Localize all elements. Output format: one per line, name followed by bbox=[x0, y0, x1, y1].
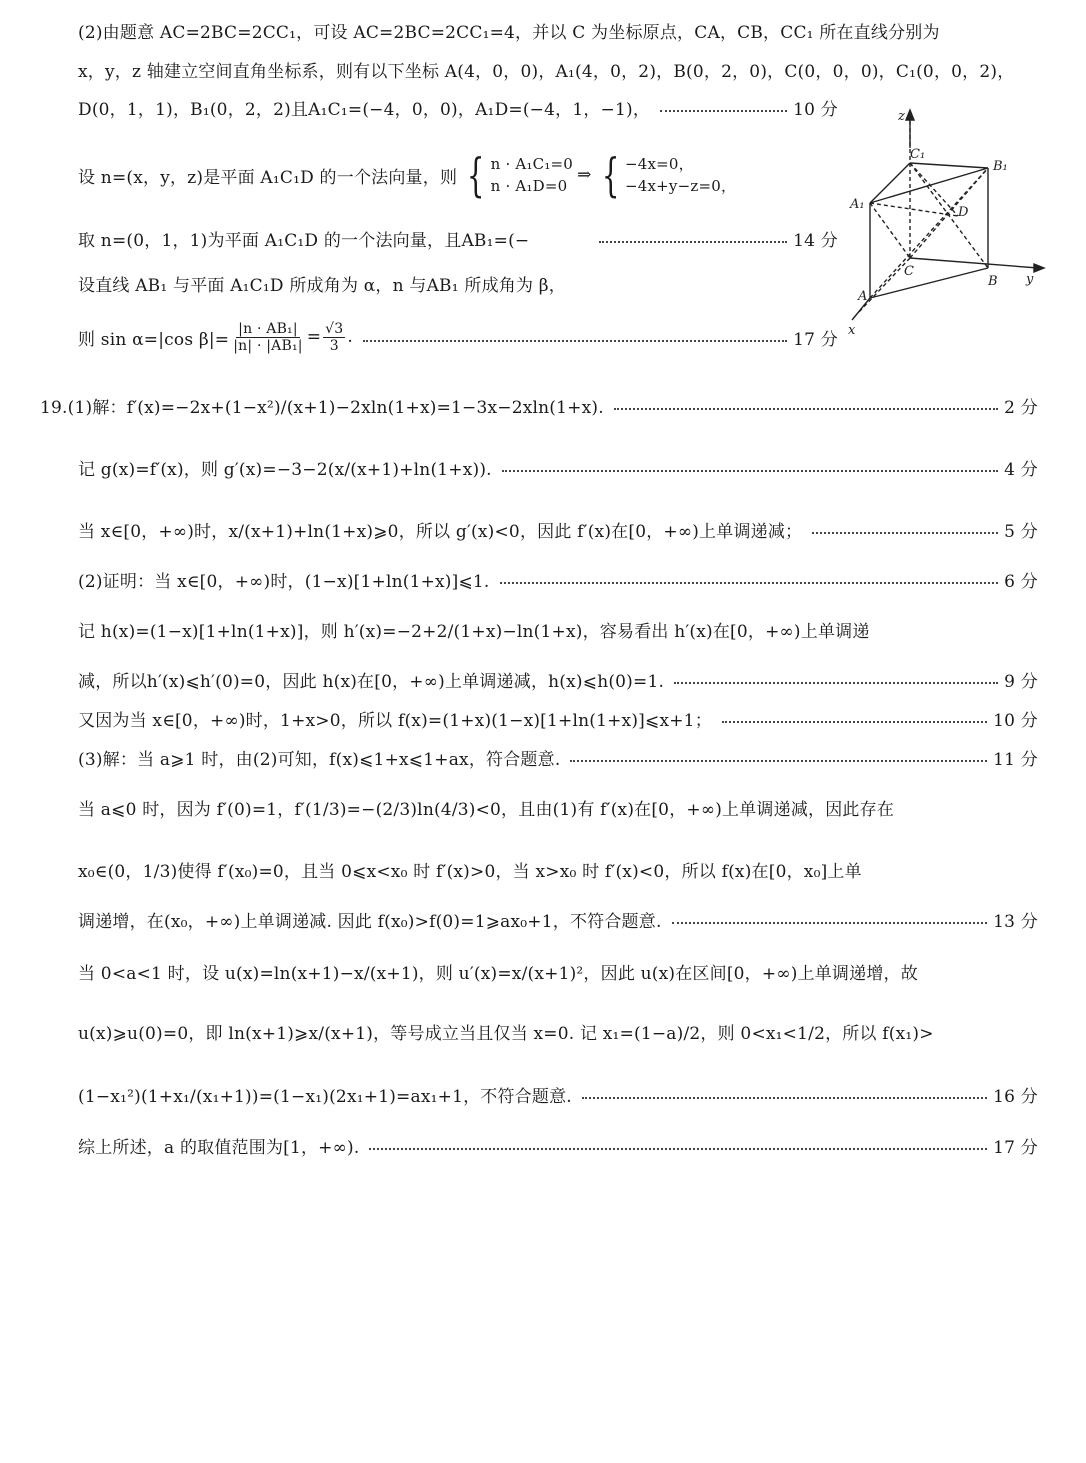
leader-dots bbox=[722, 721, 987, 723]
q19-text-8: (3)解：当 a⩾1 时，由(2)可知，f(x)⩽1+x⩽1+ax，符合题意. bbox=[78, 749, 561, 770]
prism-diagram bbox=[838, 108, 1048, 338]
score-11: 11 分 bbox=[993, 749, 1038, 770]
sys-row-4: −4x+y−z=0， bbox=[624, 177, 737, 195]
score-17: 17 分 bbox=[793, 329, 838, 350]
q19-text-3: 当 x∈[0，+∞)时，x/(x+1)+ln(1+x)⩾0，所以 g′(x)<0，因此 f′(x)在[0，+∞)上单调递减； bbox=[78, 521, 803, 542]
q19-text-7: 又因为当 x∈[0，+∞)时，1+x>0，所以 f(x)=(1+x)(1−x)[1+ln(1+x)]⩽x+1； bbox=[78, 710, 712, 731]
q19-line-5 bbox=[78, 612, 1038, 646]
q19-text-15: 综上所述，a 的取值范围为[1，+∞). bbox=[78, 1137, 360, 1158]
leader-dots bbox=[812, 532, 998, 534]
q19-line-2 bbox=[78, 450, 1038, 484]
edge-C1B1 bbox=[910, 163, 988, 168]
leader-dots bbox=[363, 340, 787, 342]
score-5: 5 分 bbox=[1004, 521, 1038, 542]
label-z: z bbox=[898, 109, 905, 124]
equation-system-right bbox=[596, 148, 737, 202]
score-10: 10 分 bbox=[793, 99, 838, 120]
q19-line-8 bbox=[78, 740, 1038, 774]
q19-text-9: 当 a⩽0 时，因为 f′(0)=1，f′(1/3)=−(2/3)ln(4/3)<0，且由(1)有 f′(x)在[0，+∞)上单调递减，因此存在 bbox=[78, 799, 895, 820]
score-16: 16 分 bbox=[993, 1086, 1038, 1107]
leader-dots bbox=[672, 922, 988, 924]
q19-line-7 bbox=[78, 701, 1038, 735]
q19-line-14 bbox=[78, 1077, 1038, 1111]
leader-dots bbox=[674, 682, 998, 684]
q19-text-4: (2)证明：当 x∈[0，+∞)时，(1−x)[1+ln(1+x)]⩽1. bbox=[78, 571, 490, 592]
q19-line-10 bbox=[78, 852, 1038, 886]
sin-fraction bbox=[231, 321, 304, 354]
q19-text-11: 调递增，在(x₀，+∞)上单调递减. 因此 f(x₀)>f(0)=1⩾ax₀+1，不符合题意. bbox=[78, 911, 662, 932]
implies-arrow: ⇒ bbox=[577, 165, 592, 185]
q19-line-15 bbox=[78, 1128, 1038, 1162]
part2-line-3 bbox=[78, 90, 838, 124]
part2-text-6: 设直线 AB₁ 与平面 A₁C₁D 所成角为 α，n 与AB₁ 所成角为 β， bbox=[78, 275, 566, 296]
q19-text-1: 19.(1)解：f′(x)=−2x+(1−x²)/(x+1)−2xln(1+x)=1−3x−2xln(1+x). bbox=[40, 397, 604, 418]
result-fraction bbox=[323, 321, 345, 354]
sys-row-3: −4x=0， bbox=[624, 155, 694, 173]
score-6: 6 分 bbox=[1004, 571, 1038, 592]
frac-den: |n| · |AB₁| bbox=[233, 337, 303, 354]
label-C: C bbox=[904, 264, 914, 279]
equation-system-left bbox=[461, 148, 574, 202]
q19-text-14: (1−x₁²)(1+x₁/(x₁+1))=(1−x₁)(2x₁+1)=ax₁+1，不符合题意. bbox=[78, 1086, 572, 1107]
y-arrow bbox=[1034, 264, 1044, 272]
left-brace: { bbox=[601, 148, 620, 202]
leader-dots bbox=[599, 241, 787, 243]
score-9: 9 分 bbox=[1004, 671, 1038, 692]
part2-text-4: 设 n=(x，y，z)是平面 A₁C₁D 的一个法向量，则 bbox=[78, 167, 458, 188]
leader-dots bbox=[582, 1097, 987, 1099]
frac-num: |n · AB₁| bbox=[238, 320, 298, 337]
label-A: A bbox=[858, 289, 868, 304]
q19-line-3 bbox=[78, 512, 1038, 546]
sys-row-2: n · A₁D=0 bbox=[490, 177, 568, 195]
label-y: y bbox=[1026, 272, 1034, 287]
q19-line-13 bbox=[78, 1014, 1038, 1048]
score-14: 14 分 bbox=[793, 230, 838, 251]
label-A1: A₁ bbox=[850, 197, 865, 212]
q19-text-5: 记 h(x)=(1−x)[1+ln(1+x)]，则 h′(x)=−2+2/(1+x)−ln(1+x)，容易看出 h′(x)在[0，+∞)上单调递 bbox=[78, 621, 870, 642]
sys-row-1: n · A₁C₁=0 bbox=[490, 155, 574, 173]
smudge-mask bbox=[529, 229, 589, 247]
q19-text-2: 记 g(x)=f′(x)，则 g′(x)=−3−2(x/(x+1)+ln(1+x)). bbox=[78, 459, 492, 480]
label-B: B bbox=[988, 274, 998, 289]
label-B1: B₁ bbox=[993, 159, 1008, 174]
edge-AB bbox=[870, 268, 988, 298]
score-10b: 10 分 bbox=[993, 710, 1038, 731]
part2-line-2 bbox=[78, 52, 1038, 86]
q19-line-9 bbox=[78, 790, 1038, 824]
part2-line-4 bbox=[78, 150, 846, 200]
leader-dots bbox=[660, 110, 787, 112]
z-arrow bbox=[906, 110, 914, 120]
part2-text-5: 取 n=(0，1，1)为平面 A₁C₁D 的一个法向量，且AB₁=(− bbox=[78, 230, 530, 251]
q19-text-13: u(x)⩾u(0)=0，即 ln(x+1)⩾x/(x+1)，等号成立当且仅当 x=0. 记 x₁=(1−a)/2，则 0<x₁<1/2，所以 f(x₁)> bbox=[78, 1023, 934, 1044]
left-brace: { bbox=[467, 148, 485, 202]
score-2: 2 分 bbox=[1004, 397, 1038, 418]
part2-line-6 bbox=[78, 266, 846, 300]
frac-num: √3 bbox=[325, 320, 344, 337]
equals-sign: = bbox=[306, 327, 322, 347]
score-4: 4 分 bbox=[1004, 459, 1038, 480]
leader-dots bbox=[614, 408, 998, 410]
line-C1B bbox=[910, 163, 988, 268]
part2-line-7 bbox=[78, 312, 838, 362]
part2-text-2: x，y，z 轴建立空间直角坐标系，则有以下坐标 A(4，0，0)，A₁(4，0，2)，B(0，2，0)，C(0，0，0)，C₁(0，0，2)， bbox=[78, 61, 1015, 82]
label-C1: C₁ bbox=[910, 147, 926, 162]
q19-line-1 bbox=[40, 388, 1038, 422]
part2-line-5 bbox=[78, 221, 838, 255]
label-D: D bbox=[958, 205, 969, 220]
leader-dots bbox=[502, 470, 998, 472]
frac-den: 3 bbox=[329, 337, 339, 354]
q19-line-6 bbox=[78, 662, 1038, 696]
part2-text-1: (2)由题意 AC=2BC=2CC₁，可设 AC=2BC=2CC₁=4，并以 C 为坐标原点，CA，CB，CC₁ 所在直线分别为 bbox=[78, 22, 940, 43]
part2-text-3: D(0，1，1)，B₁(0，2，2)且A₁C₁=(−4，0，0)，A₁D=(−4，1，−1)， bbox=[78, 99, 651, 120]
label-x: x bbox=[848, 323, 856, 338]
part2-text-7: 则 sin α=|cos β|= bbox=[78, 329, 230, 350]
q19-line-12 bbox=[78, 954, 1038, 988]
q19-text-6: 减，所以h′(x)⩽h′(0)=0，因此 h(x)在[0，+∞)上单调递减，h(x)⩽h(0)=1. bbox=[78, 671, 665, 692]
q19-line-4 bbox=[78, 562, 1038, 596]
leader-dots bbox=[570, 760, 987, 762]
q19-text-12: 当 0<a<1 时，设 u(x)=ln(x+1)−x/(x+1)，则 u′(x)=x/(x+1)²，因此 u(x)在区间[0，+∞)上单调递增，故 bbox=[78, 963, 918, 984]
score-13: 13 分 bbox=[993, 911, 1038, 932]
q19-line-11 bbox=[78, 902, 1038, 936]
leader-dots bbox=[500, 582, 999, 584]
score-17b: 17 分 bbox=[993, 1137, 1038, 1158]
x-axis-hidden bbox=[858, 258, 910, 313]
period: . bbox=[347, 327, 354, 347]
part2-line-1 bbox=[78, 13, 1038, 47]
y-axis bbox=[910, 258, 1038, 268]
leader-dots bbox=[369, 1148, 987, 1150]
line-A1C bbox=[870, 203, 910, 258]
q19-text-10: x₀∈(0，1/3)使得 f′(x₀)=0，且当 0⩽x<x₀ 时 f′(x)>0，当 x>x₀ 时 f′(x)<0，所以 f(x)在[0，x₀]上单 bbox=[78, 861, 862, 882]
